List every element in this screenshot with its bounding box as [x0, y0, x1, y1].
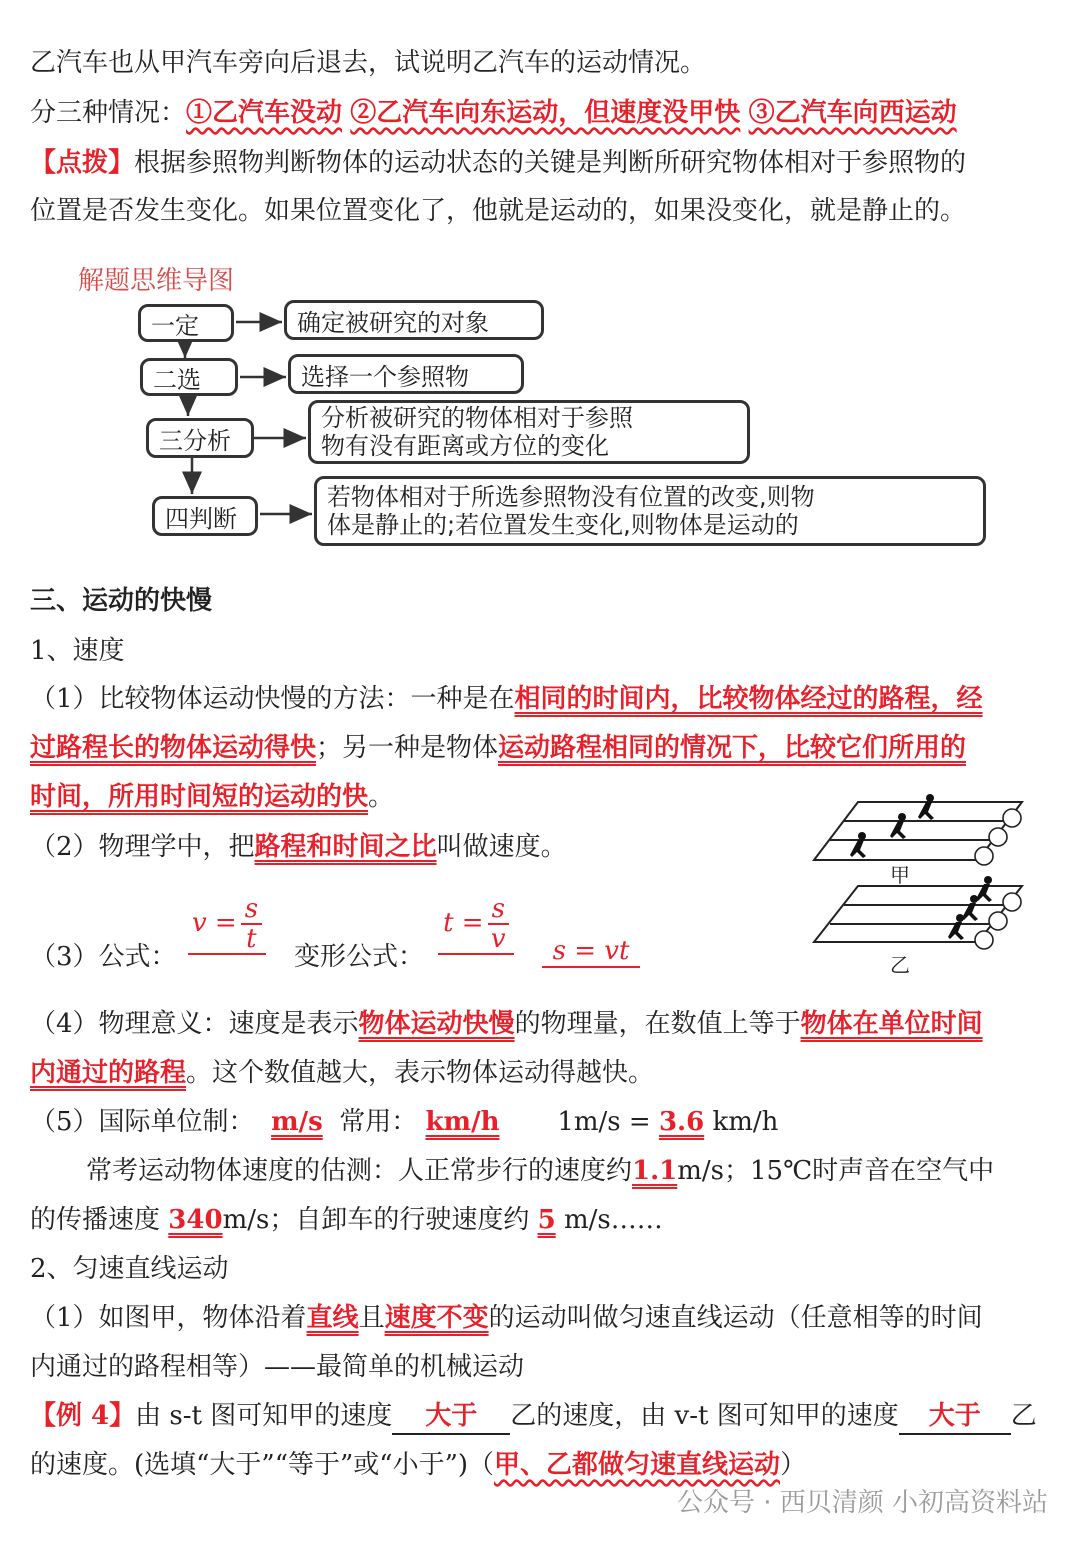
p6-text-c: 的传播速度	[30, 1205, 161, 1235]
step-2-desc-box	[288, 354, 524, 394]
step-3-label: 三分析	[159, 426, 231, 455]
p4-answer-2b: 内通过的路程	[30, 1058, 187, 1088]
p6-line-2	[30, 1203, 663, 1237]
watermark: 公众号 · 西贝清颜 小初高资料站	[676, 1488, 1048, 1518]
subsection-speed: 1、速度	[30, 636, 125, 666]
formula-1-left: v =	[191, 908, 237, 938]
formula-time	[438, 895, 514, 955]
formula-2-num: s	[488, 895, 509, 925]
p1-line-1	[30, 682, 983, 716]
p5-answer-3: 3.6	[658, 1107, 705, 1137]
formula-speed	[188, 895, 266, 955]
p1-answer-1: 相同的时间内，比较物体经过的路程，经	[514, 684, 983, 714]
step-1-label: 一定	[151, 311, 199, 340]
p6-answer-1: 1.1	[632, 1156, 678, 1186]
step-2-box	[140, 358, 238, 396]
formula-2-den: v	[490, 924, 506, 954]
step-4-desc-box	[314, 476, 986, 546]
step-3-desc-1: 分析被研究的物体相对于参照	[321, 404, 633, 432]
step-4-label: 四判断	[165, 504, 237, 533]
p4-line-1	[30, 1007, 983, 1041]
step-3-desc-2: 物有没有距离或方位的变化	[321, 432, 609, 460]
p2-line	[30, 830, 567, 864]
p2-text-a: （2）物理学中，把	[30, 832, 255, 862]
p5-text-b: 常用：	[339, 1107, 418, 1137]
p5-line	[30, 1105, 778, 1139]
mind-map-title: 解题思维导图	[78, 266, 235, 296]
case-2: ②乙汽车向东运动，但速度没甲快	[350, 98, 741, 128]
example-4-tag: 【例 4】	[30, 1401, 136, 1431]
p6-text-b: m/s；15℃时声音在空气中	[677, 1156, 995, 1186]
step-1-desc-box	[284, 300, 544, 340]
step-1-box	[138, 304, 234, 342]
p4-answer-2: 物体在单位时间	[800, 1009, 983, 1039]
step-2-label: 二选	[153, 365, 201, 394]
tip-text-1: 根据参照物判断物体的运动状态的关键是判断所研究物体相对于参照物的	[134, 148, 967, 178]
p5-text-c: 1m/s =	[557, 1107, 651, 1137]
example-4-answer-1: 大于	[425, 1401, 478, 1431]
p4-answer-1: 物体运动快慢	[358, 1009, 515, 1039]
p7-answer-1: 直线	[306, 1303, 359, 1333]
figure-label-a: 甲	[890, 863, 910, 887]
p1-text-a: （1）比较物体运动快慢的方法：一种是在	[30, 684, 515, 714]
p7-text-b: 且	[358, 1303, 385, 1333]
p5-answer-1: m/s	[271, 1107, 323, 1137]
p4-text-b: 的物理量，在数值上等于	[514, 1009, 801, 1039]
p1-answer-2b: 时间，所用时间短的运动的快	[30, 782, 369, 812]
example-4-line-2	[30, 1448, 806, 1482]
p5-text-d: km/h	[712, 1107, 779, 1137]
p4-text-a: （4）物理意义：速度是表示	[30, 1009, 359, 1039]
formula-1-den: t	[246, 924, 257, 954]
p6-text-d: m/s；自卸车的行驶速度约	[222, 1205, 530, 1235]
case-1: ①乙汽车没动	[186, 98, 343, 128]
p1-text-c: 。	[368, 782, 395, 812]
example-4-text-e: ）	[780, 1450, 807, 1480]
formula-distance	[542, 936, 640, 968]
tip-tag: 【点拨】	[30, 148, 135, 178]
example-4-line-1	[30, 1399, 1037, 1435]
case-3: ③乙汽车向西运动	[748, 98, 957, 128]
p1-answer-1b: 过路程长的物体运动得快	[30, 733, 317, 763]
p6-answer-3: 5	[537, 1205, 556, 1235]
tip-line-2: 位置是否发生变化。如果位置变化了，他就是运动的，如果没变化，就是静止的。	[30, 196, 967, 226]
step-4-box	[152, 496, 258, 536]
p1-line-3	[30, 780, 394, 814]
clock-icons	[975, 809, 1021, 949]
section-title: 三、运动的快慢	[30, 586, 213, 616]
step-2-desc: 选择一个参照物	[301, 362, 469, 391]
example-4-text-d: 的速度。(选填“大于”“等于”或“小于”)（	[30, 1450, 495, 1480]
example-4-answer-3: 甲、乙都做匀速直线运动	[494, 1450, 781, 1480]
p6-line-1	[86, 1154, 994, 1188]
example-4-text-a: 由 s-t 图可知甲的速度	[135, 1401, 393, 1431]
p3-label-2: 变形公式：	[294, 942, 425, 972]
p5-text-a: （5）国际单位制：	[30, 1107, 255, 1137]
p7-line-2: 内通过的路程相等）——最简单的机械运动	[30, 1352, 525, 1382]
example-4-answer-2: 大于	[928, 1401, 981, 1431]
p3-label: （3）公式：	[30, 942, 177, 972]
p1-line-2	[30, 731, 966, 765]
p1-answer-2: 运动路程相同的情况下，比较它们所用的	[498, 733, 967, 763]
p7-text-a: （1）如图甲，物体沿着	[30, 1303, 307, 1333]
step-4-desc-1: 若物体相对于所选参照物没有位置的改变,则物	[327, 483, 815, 511]
p5-answer-2: km/h	[425, 1107, 500, 1137]
cases-label: 分三种情况：	[30, 98, 187, 128]
mind-map	[70, 240, 990, 560]
subsection-uniform: 2、匀速直线运动	[30, 1254, 229, 1284]
formula-3: s = vt	[542, 936, 640, 968]
formula-1-num: s	[241, 895, 262, 925]
p2-text-b: 叫做速度。	[436, 832, 567, 862]
p7-answer-2: 速度不变	[384, 1303, 489, 1333]
cases-line	[30, 96, 957, 130]
step-3-desc-box	[308, 400, 750, 464]
p4-line-2	[30, 1056, 654, 1090]
tip-line-1	[30, 146, 966, 180]
p1-text-b: ；另一种是物体	[316, 733, 499, 763]
example-4-text-b: 乙的速度，由 v-t 图可知甲的速度	[510, 1401, 899, 1431]
step-4-desc-2: 体是静止的;若位置发生变化,则物体是运动的	[327, 511, 799, 539]
p7-text-c: 的运动叫做匀速直线运动（任意相等的时间	[488, 1303, 983, 1333]
p7-line-1	[30, 1301, 983, 1335]
step-1-desc: 确定被研究的对象	[297, 308, 489, 337]
p6-text-e: m/s……	[563, 1205, 663, 1235]
formula-2-left: t =	[443, 908, 484, 938]
runner-icons	[850, 794, 992, 940]
intro-line: 乙汽车也从甲汽车旁向后退去，试说明乙汽车的运动情况。	[30, 48, 707, 78]
p2-answer: 路程和时间之比	[254, 832, 437, 862]
p4-text-c: 。这个数值越大，表示物体运动得越快。	[186, 1058, 655, 1088]
p6-text-a: 常考运动物体速度的估测：人正常步行的速度约	[86, 1156, 633, 1186]
example-4-text-c: 乙	[1010, 1401, 1037, 1431]
track-figure	[808, 790, 1040, 980]
step-3-box	[146, 418, 254, 458]
p6-answer-2: 340	[168, 1205, 223, 1235]
figure-label-b: 乙	[890, 953, 910, 977]
